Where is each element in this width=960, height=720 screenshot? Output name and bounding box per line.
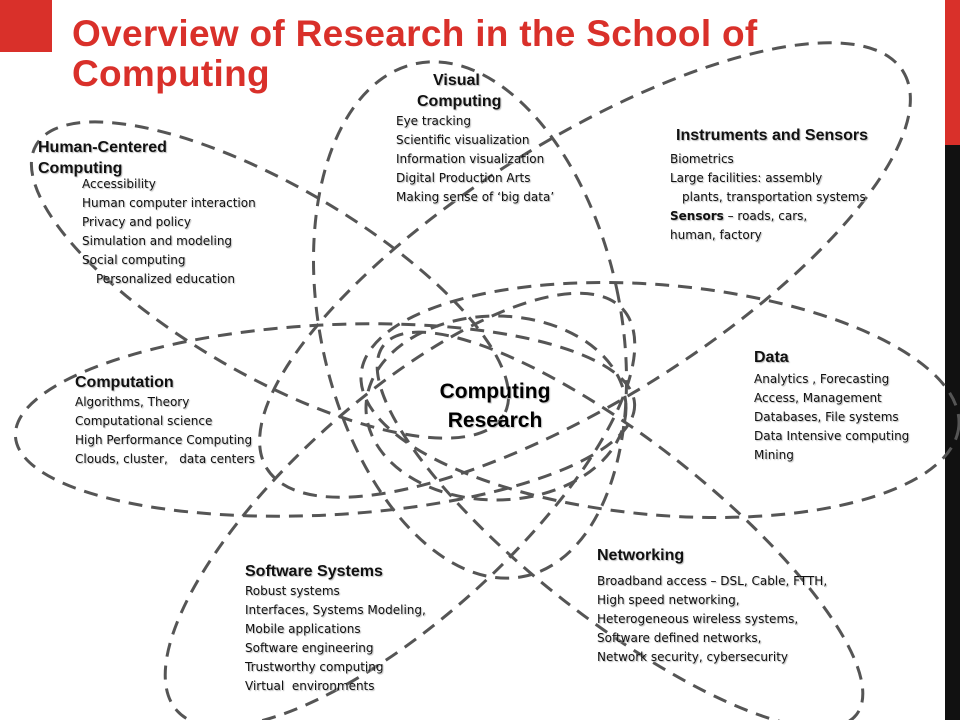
list-item: Clouds, cluster, data centers — [75, 452, 255, 466]
list-item: Biometrics — [670, 152, 734, 166]
list-item: Analytics , Forecasting — [754, 372, 890, 386]
title-line-2: Computing — [72, 53, 270, 94]
list-item: Personalized education — [96, 272, 236, 286]
center-label — [390, 377, 600, 435]
list-item: plants, transportation systems — [682, 190, 866, 204]
list-item: Scientific visualization — [396, 133, 530, 147]
list-item: Software engineering — [245, 641, 374, 655]
list-item: High speed networking, — [597, 593, 740, 607]
group-computation — [75, 372, 255, 469]
list-item: Digital Production Arts — [396, 171, 531, 185]
computation-items — [75, 393, 255, 469]
list-item: Robust systems — [245, 584, 340, 598]
list-item: Interfaces, Systems Modeling, — [245, 603, 426, 617]
list-item: Social computing — [82, 253, 186, 267]
list-item: High Performance Computing — [75, 433, 253, 447]
group-instruments-sensors — [670, 125, 868, 245]
list-item: Algorithms, Theory — [75, 395, 190, 409]
group-networking — [597, 545, 827, 667]
list-item: Privacy and policy — [82, 215, 191, 229]
visual-items — [396, 112, 554, 207]
data-heading: Data — [754, 349, 789, 366]
list-item: Mobile applications — [245, 622, 361, 636]
list-item: Large facilities: assembly — [670, 171, 823, 185]
list-item: human, factory — [670, 228, 762, 242]
networking-heading: Networking — [597, 547, 685, 564]
list-item: Accessibility — [82, 177, 156, 191]
list-item: Mining — [754, 448, 794, 462]
software-heading: Software Systems — [245, 563, 383, 580]
group-data — [754, 347, 909, 465]
sensors-bold: Sensors — [670, 209, 724, 223]
list-item: Simulation and modeling — [82, 234, 233, 248]
visual-heading-2: Computing — [417, 93, 502, 110]
list-item: Data Intensive computing — [754, 429, 910, 443]
list-item: Trustworthy computing — [245, 660, 384, 674]
visual-heading-1: Visual — [433, 72, 480, 89]
ellipse-instruments-sensors — [198, 0, 960, 579]
list-item: Software defined networks, — [597, 631, 762, 645]
list-item: Network security, cybersecurity — [597, 650, 789, 664]
title-line-1: Overview of Research in the School of — [72, 13, 758, 54]
networking-items — [597, 572, 827, 667]
list-item: Access, Management — [754, 391, 882, 405]
list-item: Computational science — [75, 414, 213, 428]
center-line-1: Computing — [439, 380, 551, 403]
group-software-systems — [245, 561, 426, 696]
group-human-centered — [38, 137, 256, 289]
instruments-items — [670, 150, 868, 245]
list-item: Heterogeneous wireless systems, — [597, 612, 799, 626]
list-item: Broadband access – DSL, Cable, FTTH, — [597, 574, 828, 588]
list-item: Eye tracking — [396, 114, 471, 128]
instruments-heading: Instruments and Sensors — [676, 127, 869, 144]
list-item: Databases, File systems — [754, 410, 899, 424]
human-heading-1: Human-Centered — [38, 139, 167, 156]
human-items — [38, 175, 256, 289]
sensors-rest: – roads, cars, — [723, 209, 808, 223]
list-item: Human computer interaction — [82, 196, 256, 210]
list-item: Making sense of ‘big data’ — [396, 190, 555, 204]
software-items — [245, 582, 426, 696]
center-line-2: Research — [447, 409, 543, 432]
computation-heading: Computation — [75, 374, 174, 391]
group-visual-computing — [396, 70, 554, 207]
list-item-sensors — [670, 207, 868, 226]
data-items — [754, 370, 909, 465]
list-item: Virtual environments — [245, 679, 375, 693]
human-heading-2: Computing — [38, 160, 123, 177]
list-item: Information visualization — [396, 152, 545, 166]
